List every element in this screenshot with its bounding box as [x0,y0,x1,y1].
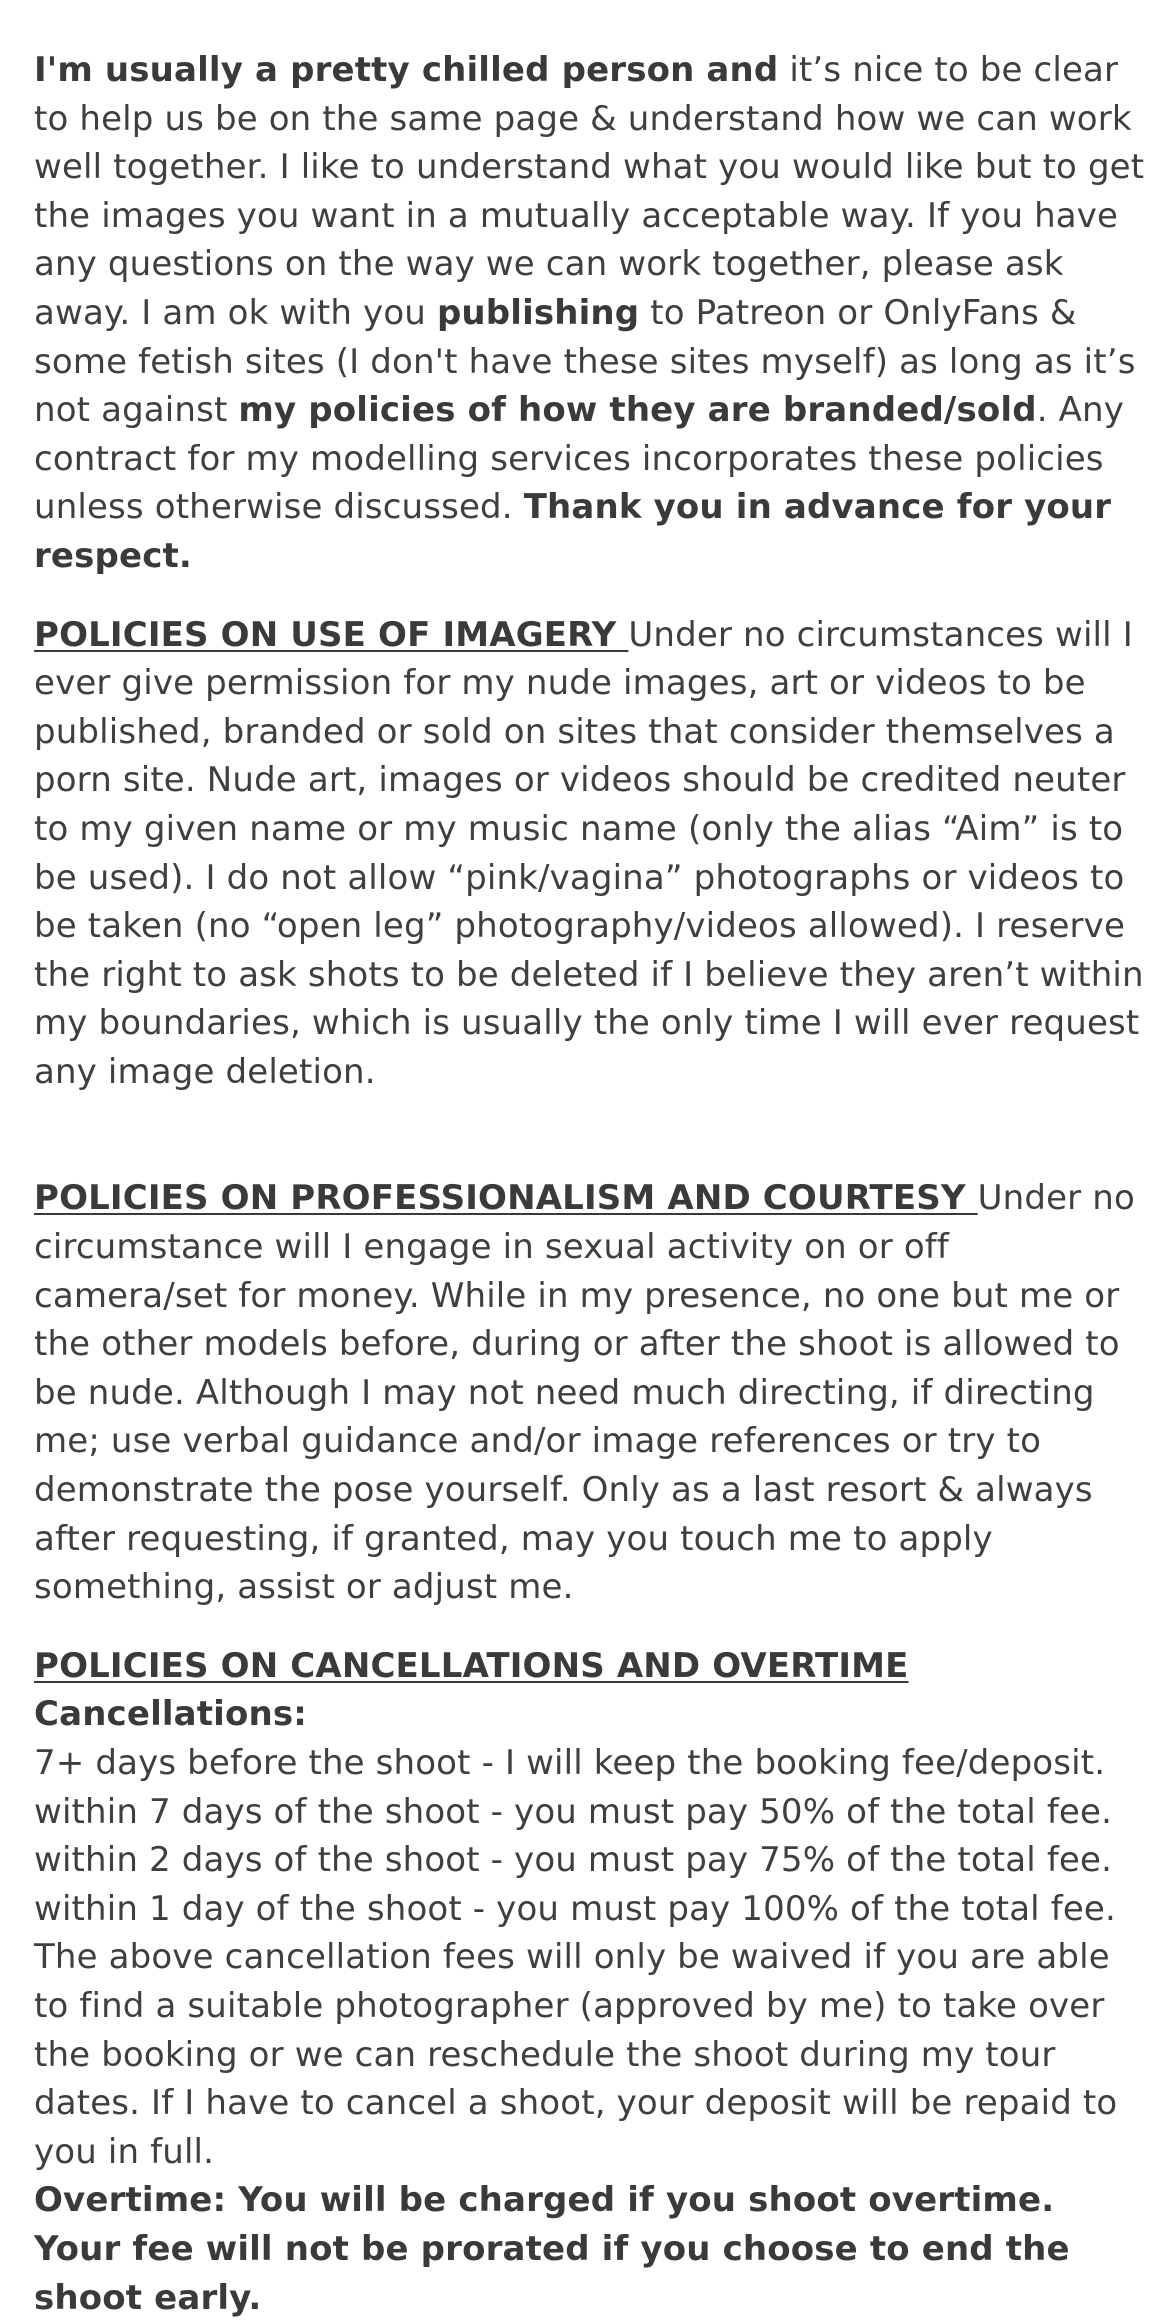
intro-paragraph [34,46,1146,581]
imagery-heading: POLICIES ON USE OF IMAGERY [34,614,629,655]
intro-bold-policies: my policies of how they are branded/sold [238,390,1037,431]
cancellation-waiver: The above cancellation fees will only be waived if you are able to find a suitable photographer (approved by me) to take over the booking or we can reschedule the shoot during my tour dates. If I have to cancel a shoot, your deposit will be repaid to you in full. [34,1937,1118,2172]
professionalism-section [34,1174,1146,1611]
imagery-body: Under no circumstances will I ever give permission for my nude images, art or videos to be published, branded or sold on sites that consider themselves a porn site. Nude art, images or videos should be credited neuter to my given name or my music name (only the alias “Aim” is to be used). I do not allow “pink/vagina” photographs or videos to be taken (no “open leg” photography/videos allowed). I reserve the right to ask shots to be deleted if I believe they aren’t within my boundaries, which is usually the only time I will ever request any image deletion. [34,614,1144,1092]
intro-lead: I'm usually a pretty chilled person and [34,50,779,90]
imagery-section [34,611,1146,1097]
cancellation-rule: within 1 day of the shoot - you must pay 100% of the total fee. [34,1888,1116,1929]
intro-text-1: it’s nice to be clear to help us be on the same page & understand how we can work well together. I like to understand what you would like but to get the images you want in a mutually acceptable way. If you have any questions on the way we can work together, please ask away. I am ok with you [34,50,1145,333]
cancellation-rule: 7+ days before the shoot - I will keep the booking fee/deposit. [34,1743,1106,1783]
intro-bold-publishing: publishing [436,292,640,333]
professionalism-heading: POLICIES ON PROFESSIONALISM AND COURTESY [34,1178,978,1219]
intro-text-3: . Any contract for my modelling services incorporates these policies unless otherwise discussed. [34,390,1124,528]
intro-thank-you: Thank you in advance for your respect. [34,487,1112,576]
policy-document [34,46,1146,2322]
cancellation-rule: within 7 days of the shoot - you must pay 50% of the total fee. [34,1791,1113,1832]
cancellations-heading: POLICIES ON CANCELLATIONS AND OVERTIME [34,1645,909,1686]
cancellations-subheading: Cancellations: [34,1694,307,1735]
intro-text-2: to Patreon or OnlyFans & some fetish sites (I don't have these sites myself) as long as it’s not against [34,292,1136,431]
overtime-policy: Overtime: You will be charged if you shoot overtime. Your fee will not be prorated if you choose to end the shoot early. [34,2180,1070,2318]
professionalism-body: Under no circumstance will I engage in sexual activity on or off camera/set for money. While in my presence, no one but me or the other models before, during or after the shoot is allowed to be nude. Although I may not need much directing, if directing me; use verbal guidance and/or image references or try to demonstrate the pose yourself. Only as a last resort & always after requesting, if granted, may you touch me to apply something, assist or adjust me. [34,1178,1135,1608]
cancellation-rule: within 2 days of the shoot - you must pay 75% of the total fee. [34,1840,1113,1881]
cancellations-section [34,1642,1146,2322]
